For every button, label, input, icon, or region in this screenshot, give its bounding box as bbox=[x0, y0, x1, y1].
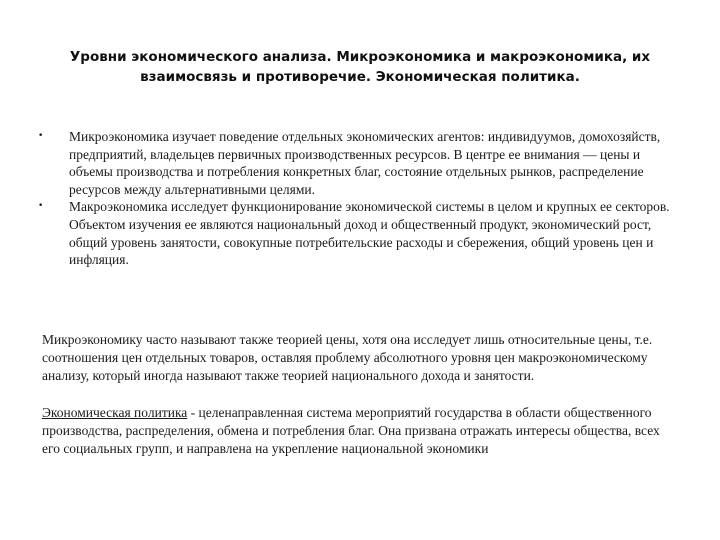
bullet-dot-icon: • bbox=[38, 131, 44, 141]
bullet-text: Макроэкономика исследует функционирование экономической системы в целом и крупных ее секторов. Объектом изучения ее являются национальный доход и общественный продукт, экономический рост, общий уровень занятости, совокупные потребительские расходы и сбережения, общий уровень цен и инфляция. bbox=[69, 199, 670, 268]
paragraph-price-theory: Микроэкономику часто называют также теорией цены, хотя она исследует лишь относительные цены, т.е. соотношения цен отдельных товаров, оставляя проблему абсолютного уровня цен макроэкономическому анализу, который иногда называют также теорией национального дохода и занятости. bbox=[42, 332, 653, 384]
bullet-item-macroeconomics bbox=[38, 198, 670, 268]
bullet-item-microeconomics bbox=[38, 128, 670, 198]
economic-policy-definition: - целенаправленная система мероприятий государства в области общественного производства, распределения, обмена и потребления благ. Она призвана отражать интересы общества, всех его социальных групп, и направлена на укрепление национальной экономики bbox=[42, 405, 660, 457]
bullet-dot-icon: • bbox=[38, 201, 44, 212]
economic-policy-term: Экономическая политика bbox=[42, 405, 188, 420]
paragraph-economic-policy bbox=[42, 404, 674, 459]
bullet-text: Микроэкономика изучает поведение отдельных экономических агентов: индивидуумов, домохозяйств, предприятий, владельцев первичных производственных ресурсов. В центре ее внимания — цены и объемы производства и потребления конкретных благ, состояние отдельных рынков, распределение ресурсов между альтернативными целями. bbox=[69, 129, 661, 197]
bullet-list bbox=[38, 128, 670, 269]
slide-title: Уровни экономического анализа. Микроэкономика и макроэкономика, их взаимосвязь и противоречие. Экономическая политика. bbox=[69, 49, 651, 85]
